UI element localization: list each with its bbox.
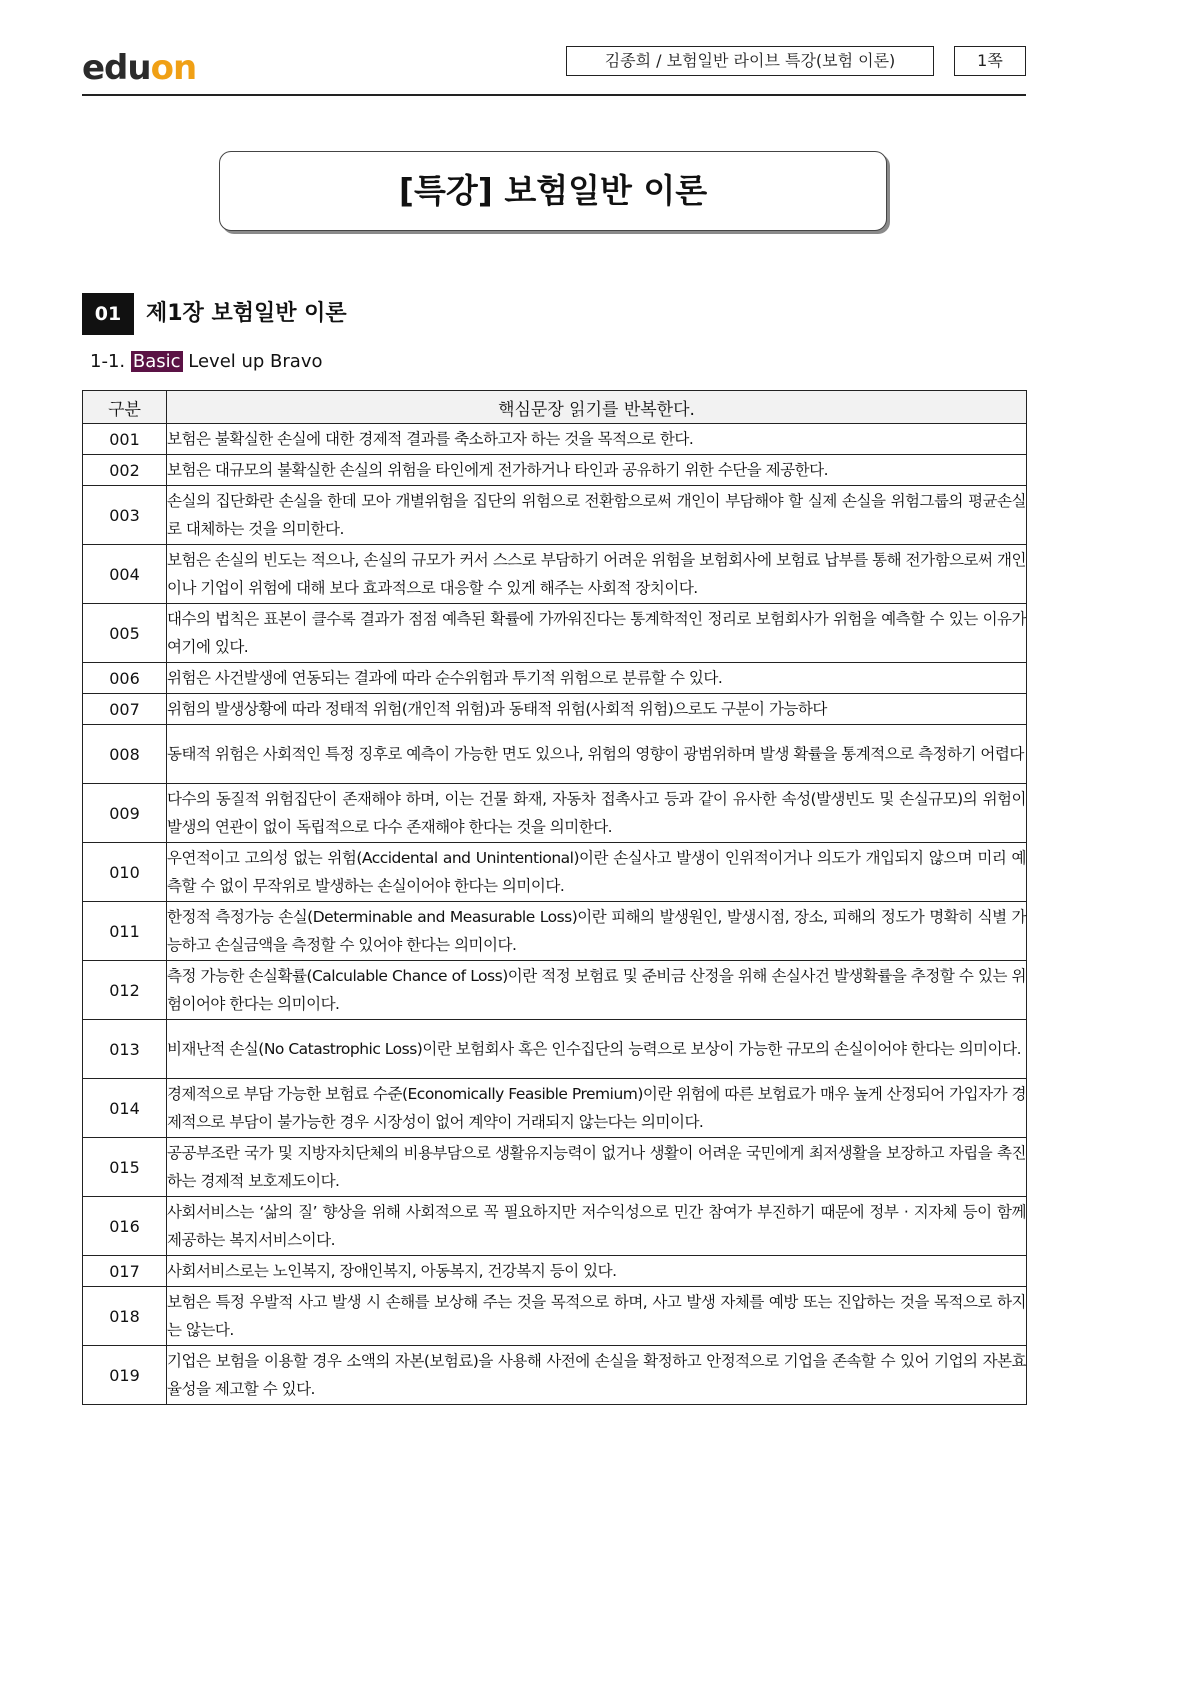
row-text: 사회서비스로는 노인복지, 장애인복지, 아동복지, 건강복지 등이 있다. [167,1256,1027,1287]
row-text: 기업은 보험을 이용할 경우 소액의 자본(보험료)을 사용해 사전에 손실을 확정하고 안정적으로 기업을 존속할 수 있어 기업의 자본효율성을 제고할 수 있다. [167,1346,1027,1405]
row-number: 005 [83,604,167,663]
row-text: 우연적이고 고의성 없는 위험(Accidental and Unintentional)이란 손실사고 발생이 인위적이거나 의도가 개입되지 않으며 미리 예측할 수 없이 무작위로 발생하는 손실이어야 한다는 의미이다. [167,843,1027,902]
document-title: [특강] 보험일반 이론 [219,151,887,231]
row-text: 손실의 집단화란 손실을 한데 모아 개별위험을 집단의 위험으로 전환함으로써 개인이 부담해야 할 실제 손실을 위험그룹의 평균손실로 대체하는 것을 의미한다. [167,486,1027,545]
table-row [83,1287,1027,1346]
table-row [83,694,1027,725]
page-header [82,44,1026,96]
core-sentence-table [82,390,1027,1405]
column-header-sentence: 핵심문장 읽기를 반복한다. [167,391,1027,424]
table-header-row [83,391,1027,424]
row-number: 015 [83,1138,167,1197]
row-number: 008 [83,725,167,784]
table-row [83,961,1027,1020]
logo-accent: on [150,48,197,88]
row-number: 014 [83,1079,167,1138]
row-number: 006 [83,663,167,694]
basic-tag: Basic [132,351,181,372]
row-number: 001 [83,424,167,455]
row-text: 대수의 법칙은 표본이 클수록 결과가 점점 예측된 확률에 가까워진다는 통계학적인 정리로 보험회사가 위험을 예측할 수 있는 이유가 여기에 있다. [167,604,1027,663]
course-title-box: 김종희 / 보험일반 라이브 특강(보험 이론) [566,46,934,76]
table-row [83,545,1027,604]
column-header-category: 구분 [83,391,167,424]
row-text: 한정적 측정가능 손실(Determinable and Measurable Loss)이란 피해의 발생원인, 발생시점, 장소, 피해의 정도가 명확히 식별 가능하고 손실금액을 측정할 수 있어야 한다는 의미이다. [167,902,1027,961]
row-text: 비재난적 손실(No Catastrophic Loss)이란 보험회사 혹은 인수집단의 능력으로 보상이 가능한 규모의 손실이어야 한다는 의미이다. [167,1020,1027,1079]
row-text: 공공부조란 국가 및 지방자치단체의 비용부담으로 생활유지능력이 없거나 생활이 어려운 국민에게 최저생활을 보장하고 자립을 촉진하는 경제적 보호제도이다. [167,1138,1027,1197]
row-number: 017 [83,1256,167,1287]
table-row [83,604,1027,663]
subsection-heading [90,349,323,375]
subsection-prefix: 1-1. [90,351,126,372]
table-row [83,455,1027,486]
subsection-title: Level up Bravo [188,351,323,372]
row-text: 보험은 특정 우발적 사고 발생 시 손해를 보상해 주는 것을 목적으로 하며, 사고 발생 자체를 예방 또는 진압하는 것을 목적으로 하지는 않는다. [167,1287,1027,1346]
row-number: 010 [83,843,167,902]
row-text: 보험은 불확실한 손실에 대한 경제적 결과를 축소하고자 하는 것을 목적으로 한다. [167,424,1027,455]
table-row [83,486,1027,545]
row-number: 013 [83,1020,167,1079]
row-number: 003 [83,486,167,545]
row-number: 011 [83,902,167,961]
table-row [83,1079,1027,1138]
row-number: 007 [83,694,167,725]
row-text: 보험은 대규모의 불확실한 손실의 위험을 타인에게 전가하거나 타인과 공유하기 위한 수단을 제공한다. [167,455,1027,486]
table-row [83,1346,1027,1405]
row-text: 동태적 위험은 사회적인 특정 징후로 예측이 가능한 면도 있으나, 위험의 영향이 광범위하며 발생 확률을 통계적으로 측정하기 어렵다 [167,725,1027,784]
row-number: 012 [83,961,167,1020]
table-row [83,843,1027,902]
table-row [83,424,1027,455]
table-row [83,1197,1027,1256]
table-row [83,725,1027,784]
eduon-logo: eduon [82,48,197,88]
row-text: 위험의 발생상황에 따라 정태적 위험(개인적 위험)과 동태적 위험(사회적 위험)으로도 구분이 가능하다 [167,694,1027,725]
row-number: 016 [83,1197,167,1256]
row-number: 018 [83,1287,167,1346]
row-text: 사회서비스는 ‘삶의 질’ 향상을 위해 사회적으로 꼭 필요하지만 저수익성으로 민간 참여가 부진하기 때문에 정부 · 지자체 등이 함께 제공하는 복지서비스이다. [167,1197,1027,1256]
row-text: 보험은 손실의 빈도는 적으나, 손실의 규모가 커서 스스로 부담하기 어려운 위험을 보험회사에 보험료 납부를 통해 전가함으로써 개인이나 기업이 위험에 대해 보다 효과적으로 대응할 수 있게 해주는 사회적 장치이다. [167,545,1027,604]
table-row [83,663,1027,694]
row-text: 경제적으로 부담 가능한 보험료 수준(Economically Feasible Premium)이란 위험에 따른 보험료가 매우 높게 산정되어 가입자가 경제적으로 부담이 불가능한 경우 시장성이 없어 계약이 거래되지 않는다는 의미이다. [167,1079,1027,1138]
section-number-badge: 01 [82,293,134,335]
table-row [83,784,1027,843]
page-number-box: 1쪽 [954,46,1026,76]
row-number: 009 [83,784,167,843]
row-text: 다수의 동질적 위험집단이 존재해야 하며, 이는 건물 화재, 자동차 접촉사고 등과 같이 유사한 속성(발생빈도 및 손실규모)의 위험이 발생의 연관이 없이 독립적으로 다수 존재해야 한다는 것을 의미한다. [167,784,1027,843]
row-number: 019 [83,1346,167,1405]
table-row [83,1138,1027,1197]
row-text: 위험은 사건발생에 연동되는 결과에 따라 순수위험과 투기적 위험으로 분류할 수 있다. [167,663,1027,694]
row-number: 004 [83,545,167,604]
row-number: 002 [83,455,167,486]
header-divider [82,94,1026,96]
section-title: 제1장 보험일반 이론 [146,301,347,326]
table-row [83,1256,1027,1287]
table-row [83,1020,1027,1079]
table-row [83,902,1027,961]
row-text: 측정 가능한 손실확률(Calculable Chance of Loss)이란 적정 보험료 및 준비금 산정을 위해 손실사건 발생확률을 추정할 수 있는 위험이어야 한다는 의미이다. [167,961,1027,1020]
